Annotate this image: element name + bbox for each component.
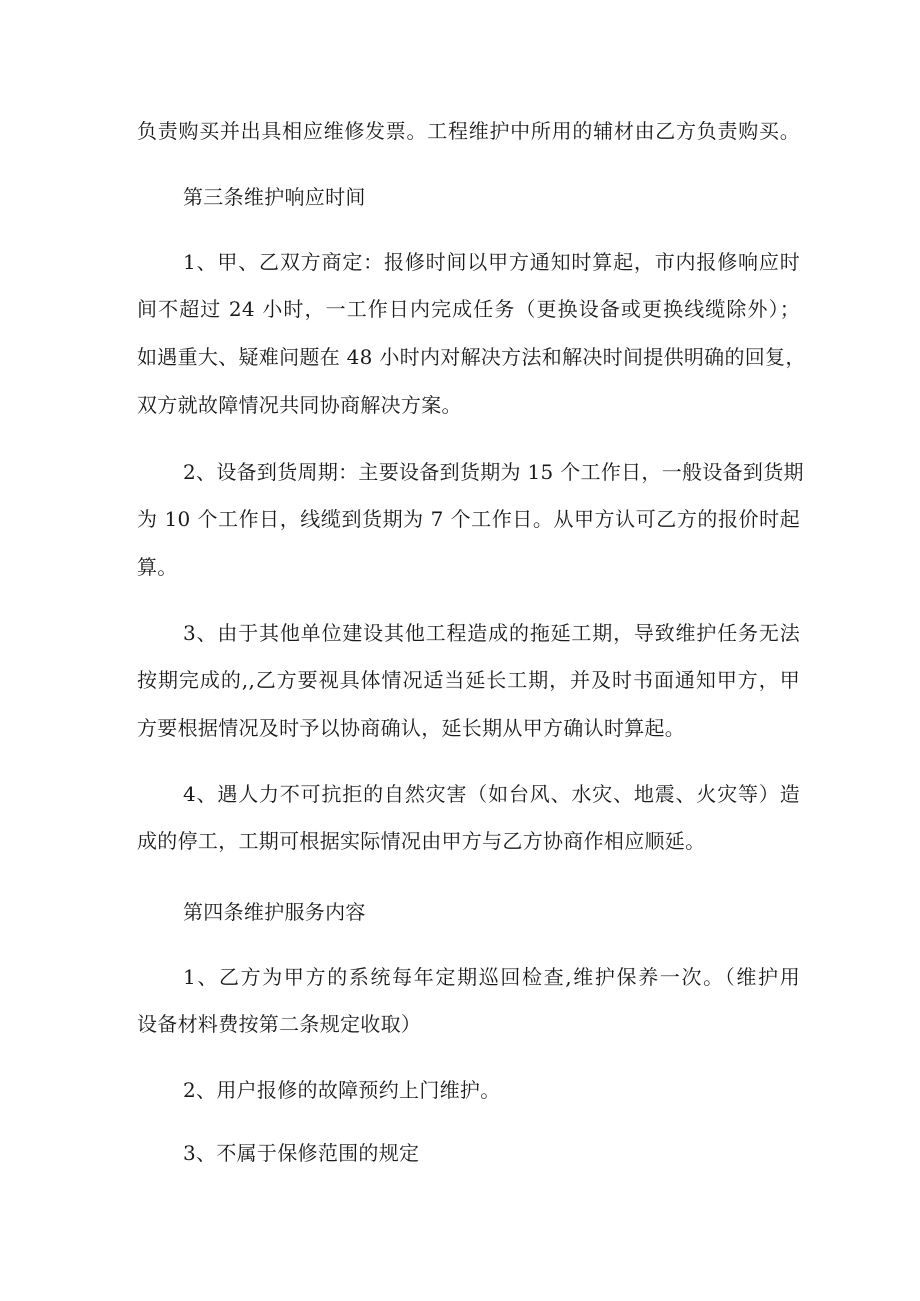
paragraph-line: 间不超过 24 小时，一工作日内完成任务（更换设备或更换线缆除外）； xyxy=(137,297,800,321)
paragraph-line: 3、不属于保修范围的规定 xyxy=(183,1141,420,1165)
paragraph-line: 按期完成的,,乙方要视具体情况适当延长工期，并及时书面通知甲方，甲 xyxy=(137,668,800,692)
paragraph-line: 如遇重大、疑难问题在 48 小时内对解决方法和解决时间提供明确的回复， xyxy=(137,345,806,369)
paragraph-line: 1、甲、乙双方商定：报修时间以甲方通知时算起，市内报修响应时 xyxy=(183,250,800,274)
section-heading-3: 第三条维护响应时间 xyxy=(183,185,366,209)
paragraph-line: 1、乙方为甲方的系统每年定期巡回检查,维护保养一次。（维护用 xyxy=(183,965,800,989)
paragraph-line: 为 10 个工作日，线缆到货期为 7 个工作日。从甲方认可乙方的报价时起 xyxy=(137,507,800,531)
paragraph-line: 负责购买并出具相应维修发票。工程维护中所用的辅材由乙方负责购买。 xyxy=(137,119,800,143)
paragraph-line: 2、用户报修的故障预约上门维护。 xyxy=(183,1078,501,1102)
paragraph-line: 方要根据情况及时予以协商确认，延长期从甲方确认时算起。 xyxy=(137,716,686,740)
paragraph-line: 双方就故障情况共同协商解决方案。 xyxy=(137,393,462,417)
section-heading-4: 第四条维护服务内容 xyxy=(183,900,366,924)
paragraph-line: 4、遇人力不可抗拒的自然灾害（如台风、水灾、地震、火灾等）造 xyxy=(183,782,800,806)
paragraph-line: 设备材料费按第二条规定收取） xyxy=(137,1012,422,1036)
paragraph-line: 3、由于其他单位建设其他工程造成的拖延工期，导致维护任务无法 xyxy=(183,621,800,645)
paragraph-line: 成的停工，工期可根据实际情况由甲方与乙方协商作相应顺延。 xyxy=(137,829,706,853)
paragraph-line: 2、设备到货周期：主要设备到货期为 15 个工作日，一般设备到货期 xyxy=(183,460,804,484)
paragraph-line: 算。 xyxy=(137,555,178,579)
